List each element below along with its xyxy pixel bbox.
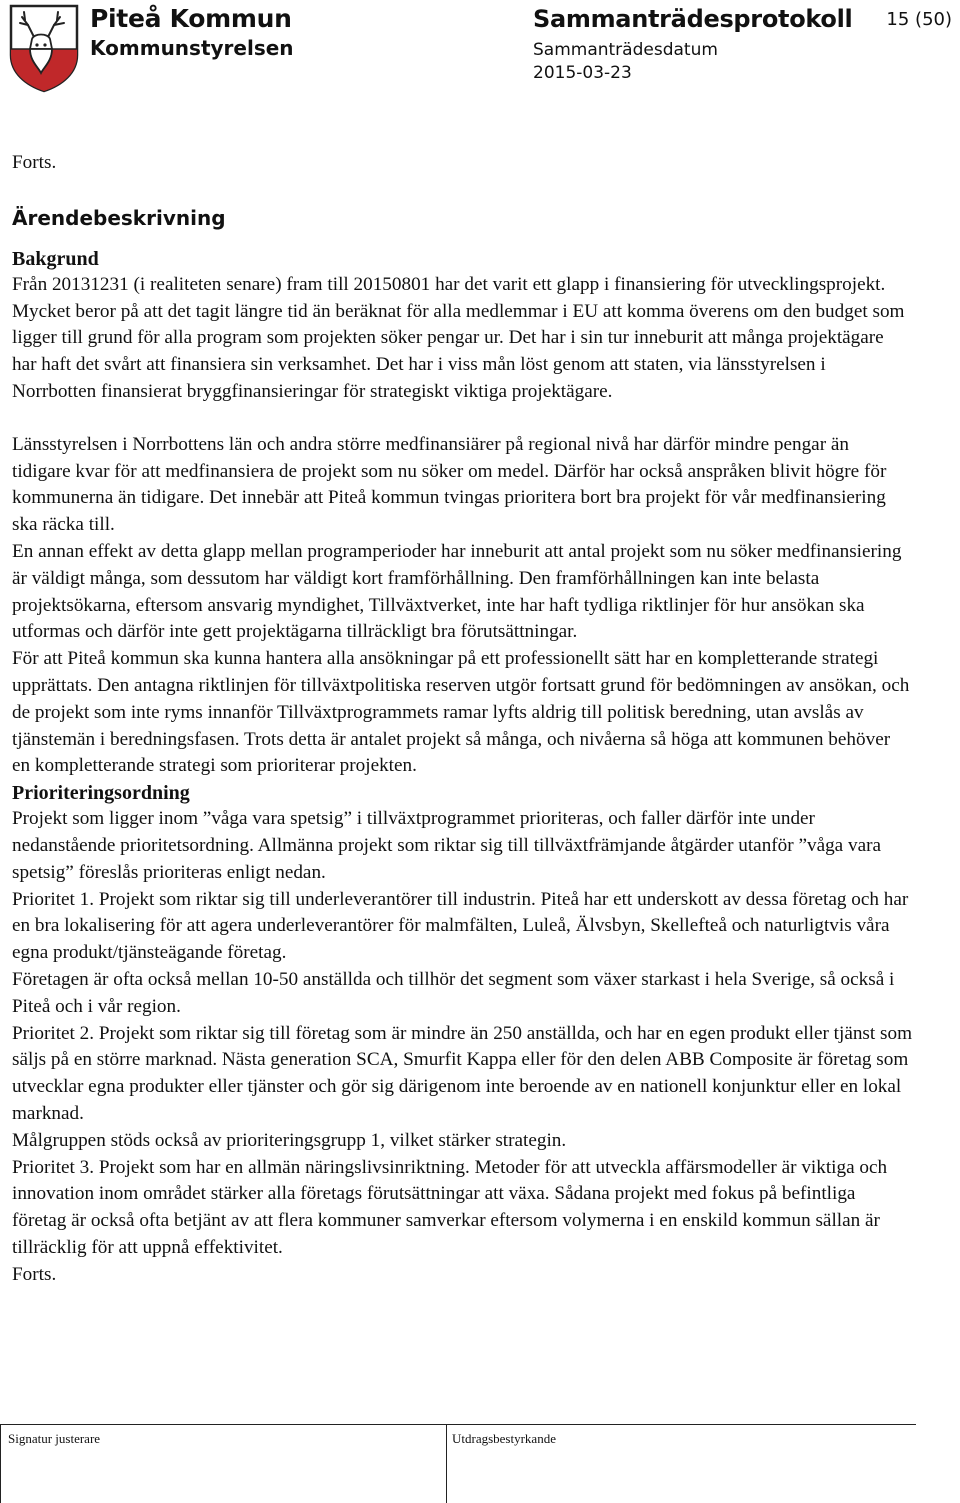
extract-certification-label: Utdragsbestyrkande xyxy=(452,1431,556,1446)
continued-label-bottom: Forts. xyxy=(12,1263,57,1285)
signature-field-label: Signatur justerare xyxy=(8,1431,101,1446)
meeting-date-label: Sammanträdesdatum xyxy=(533,40,718,60)
footer-cell-border xyxy=(0,1424,1,1503)
paragraph: En annan effekt av detta glapp mellan programperioder har inneburit att antal projekt som nu söker medfinansiering är väldigt många, som dessutom har väldigt kort framförhållning. Den framförhållningen kan inte belasta projektsökarna, eftersom ansvarig myndighet, Tillväxtverket, inte har haft tydliga riktlinjer för hur ansökan ska utformas och därför inte gett projektägarna tillräckligt bra förutsättningar. xyxy=(12,540,902,643)
document-type: Sammanträdesprotokoll xyxy=(533,5,853,33)
organization-name: Piteå Kommun xyxy=(90,4,292,33)
department-name: Kommunstyrelsen xyxy=(90,36,294,60)
document-body xyxy=(12,150,912,1288)
section-heading: Ärendebeskrivning xyxy=(12,205,226,230)
paragraph: Företagen är ofta också mellan 10-50 anställda och tillhör det segment som växer starkast i hela Sverige, så också i Piteå och i vår region. xyxy=(12,968,895,1017)
priority-1: Prioritet 1. Projekt som riktar sig till underleverantörer till industrin. Piteå har ett underskott av dessa företag och har en bra lokalisering för att agera underleverantörer för malmfälten, Luleå, Älvsbyn, Skellefteå och naturligtvis våra egna produkt/tjänsteägande företag. xyxy=(12,888,909,964)
priority-2: Prioritet 2. Projekt som riktar sig till företag som är mindre än 250 anställda, och har en egen produkt eller tjänst som säljs på en större marknad. Nästa generation SCA, Smurfit Kappa eller för den delen ABB Composite är företag som utvecklar egna produkter eller tjänster och gör sig därigenom inte beroende av en nationell konjunktur eller en lokal marknad. xyxy=(12,1022,913,1124)
priority-3: Prioritet 3. Projekt som har en allmän näringslivsinriktning. Metoder för att utveckla affärsmodeller är viktiga och innovation inom området stärker alla företags förutsättningar att växa. Sådana projekt med fokus på befintliga företag är också ofta betjänt av att flera kommuner samverkar eftersom volymerna i en enskild kommun sällan är tillräcklig för att uppnå effektivitet. xyxy=(12,1156,888,1258)
page-number: 15 (50) xyxy=(886,9,952,30)
paragraph: Från 20131231 (i realiteten senare) fram till 20150801 har det varit ett glapp i finansiering för utvecklingsprojekt. Mycket beror på att det tagit längre tid än beräknat för alla medlemmar i EU att komma överens om den budget som ligger till grund för alla program som projekten söker pengar ur. Det har i sin tur inneburit att många projektägare har haft det svårt att finansiera sin verksamhet. Det har i viss mån löst genom att staten, via länsstyrelsen i Norrbotten finansierat bryggfinansieringar för strategiskt viktiga projektägare. xyxy=(12,273,905,402)
coat-of-arms-logo xyxy=(8,3,80,93)
meeting-date-value: 2015-03-23 xyxy=(533,63,632,83)
background-heading: Bakgrund xyxy=(12,247,99,270)
footer-cell-border xyxy=(446,1424,447,1503)
paragraph: För att Piteå kommun ska kunna hantera alla ansökningar på ett professionellt sätt har en kompletterande strategi upprättats. Den antagna riktlinjen för tillväxtpolitiska reserven utgör fortsatt grund för bedömningen av ansökan, och de projekt som inte ryms innanför Tillväxtprogrammets ramar lyfts aldrig till politisk beredning, utan avslås av tjänstemän i beredningsfasen. Trots detta är antalet projekt så många, och nivåerna så höga att kommunen behöver en kompletterande strategi som prioriterar projekten. xyxy=(12,648,910,777)
prioritization-heading: Prioriteringsordning xyxy=(12,782,190,805)
paragraph: Länsstyrelsen i Norrbottens län och andra större medfinansiärer på regional nivå har därför mindre pengar än tidigare kvar för att medfinansiera de projekt som nu söker om medel. Därför har också anspråken blivit högre för kommunerna än tidigare. Det innebär att Piteå kommun tvingas prioritera bort bra projekt för vår medfinansiering ska räcka till. xyxy=(12,433,887,536)
paragraph: Målgruppen stöds också av prioriteringsgrupp 1, vilket stärker strategin. xyxy=(12,1129,567,1151)
footer-divider xyxy=(0,1424,916,1425)
paragraph: Projekt som ligger inom ”våga vara spetsig” i tillväxtprogrammet prioriteras, och faller därför inte under nedanstående prioritetsordning. Allmänna projekt som riktar sig till tillväxtfrämjande åtgärder utanför ”våga vara spetsig” föreslås prioriteras enligt nedan. xyxy=(12,808,882,883)
continued-label-top: Forts. xyxy=(12,152,57,173)
